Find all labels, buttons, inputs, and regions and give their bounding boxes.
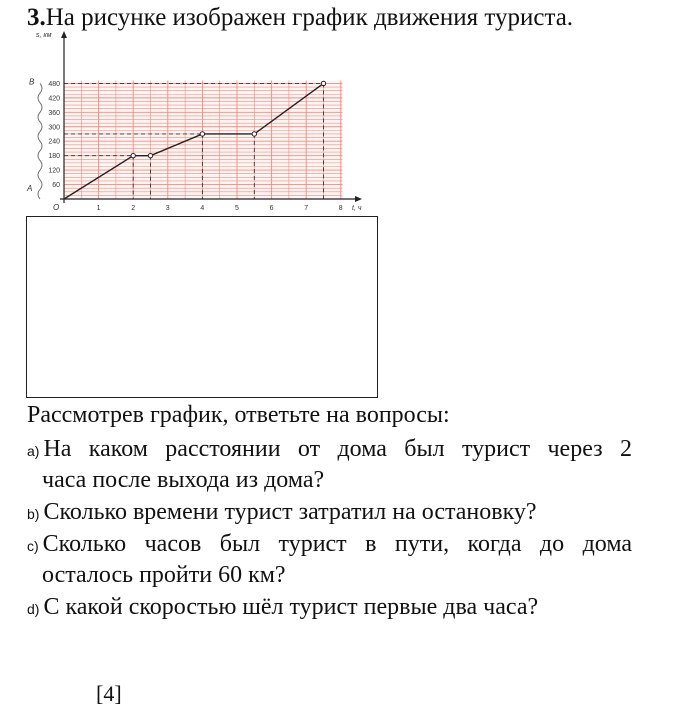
x-tick-label: 5 bbox=[235, 205, 239, 212]
y-tick-label: 360 bbox=[48, 109, 60, 117]
question-a bbox=[27, 434, 632, 467]
x-tick-label: 4 bbox=[200, 205, 205, 212]
motion-graph bbox=[0, 0, 700, 215]
x-tick-label: 8 bbox=[338, 205, 343, 212]
y-tick-label: 240 bbox=[48, 138, 60, 146]
question-c bbox=[27, 529, 632, 562]
y-tick-label: 180 bbox=[48, 153, 60, 161]
question-a-text: На каком расстоянии от дома был турист через 2 bbox=[43, 436, 632, 462]
x-tick-label: 1 bbox=[96, 205, 101, 212]
question-d-text: С какой скоростью шёл турист первые два часа? bbox=[43, 594, 539, 620]
data-point bbox=[200, 132, 204, 136]
data-point bbox=[321, 81, 325, 85]
question-a-continuation: часа после выхода из дома? bbox=[42, 467, 325, 493]
score-marks: [4] bbox=[96, 681, 122, 706]
x-tick-label: 2 bbox=[131, 205, 136, 212]
x-tick-label: 7 bbox=[304, 205, 309, 212]
y-tick-label: 60 bbox=[52, 182, 60, 190]
data-point bbox=[252, 132, 256, 136]
y-tick-label: 480 bbox=[48, 80, 60, 88]
task-title-text: На рисунке изображен график движения туриста. bbox=[45, 4, 574, 31]
y-tick-label: 120 bbox=[48, 167, 60, 175]
x-tick-label: 6 bbox=[269, 205, 274, 212]
question-b-marker: b) bbox=[27, 506, 40, 522]
end-point-label: B bbox=[29, 77, 35, 87]
start-point-label: A bbox=[27, 184, 33, 193]
data-point bbox=[131, 153, 135, 157]
y-tick-label: 420 bbox=[48, 95, 60, 103]
question-d bbox=[27, 592, 538, 625]
question-a-marker: a) bbox=[27, 443, 40, 459]
task-number: 3. bbox=[27, 4, 46, 31]
x-axis-arrow bbox=[355, 196, 362, 202]
answer-box[interactable] bbox=[26, 216, 378, 398]
y-tick-label: 300 bbox=[48, 124, 60, 132]
y-axis-label: s, км bbox=[36, 32, 52, 39]
question-c-continuation: осталось пройти 60 км? bbox=[42, 562, 286, 588]
question-c-text: Сколько часов был турист в пути, когда до дома bbox=[42, 531, 632, 557]
question-b bbox=[27, 497, 537, 530]
x-axis-label: t, ч bbox=[352, 205, 362, 212]
questions-intro: Рассмотрев график, ответьте на вопросы: bbox=[27, 402, 450, 428]
graph-grid bbox=[64, 81, 343, 199]
data-point bbox=[148, 153, 152, 157]
question-c-marker: c) bbox=[27, 538, 39, 554]
y-axis-arrow bbox=[61, 31, 67, 38]
question-b-text: Сколько времени турист затратил на остановку? bbox=[43, 499, 537, 525]
distance-brace bbox=[38, 83, 42, 199]
origin-label: O bbox=[53, 203, 60, 212]
question-d-marker: d) bbox=[27, 601, 40, 617]
x-tick-label: 3 bbox=[165, 205, 170, 212]
